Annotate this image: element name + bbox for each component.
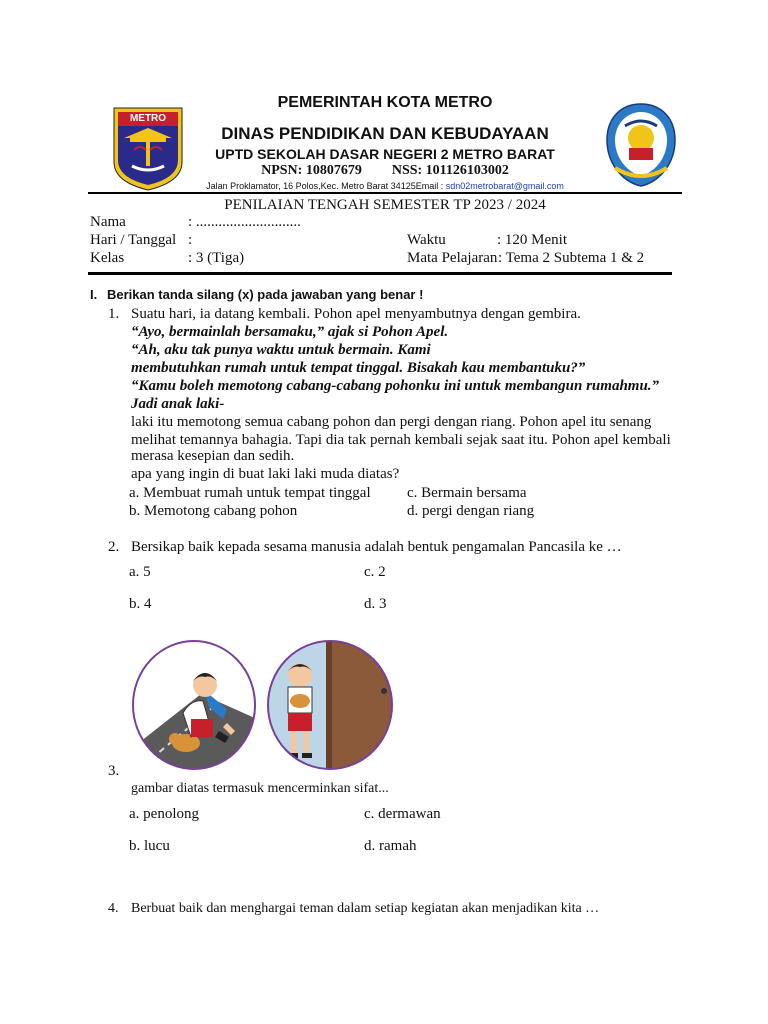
header-ids xyxy=(150,163,620,179)
q1-number: 1. xyxy=(108,306,120,322)
waktu-value: : 120 Menit xyxy=(497,232,567,248)
illustration-boy-helping-cat xyxy=(131,639,257,772)
hari-label: Hari / Tanggal xyxy=(90,232,177,248)
info-rule xyxy=(88,272,672,275)
q1-line: melihat temannya bahagia. Tapi dia tak pernah kembali sejak saat itu. Pohon apel kembali xyxy=(131,432,671,448)
kelas-value: : 3 (Tiga) xyxy=(188,250,245,266)
q1-option-d[interactable]: d. pergi dengan riang xyxy=(407,503,535,519)
q3-option-c[interactable]: c. dermawan xyxy=(364,806,441,822)
header-department: DINAS PENDIDIKAN DAN KEBUDAYAAN xyxy=(221,124,549,143)
q1-line: laki itu memotong semua cabang pohon dan pergi dengan riang. Pohon apel itu senang xyxy=(131,414,652,430)
header-school: UPTD SEKOLAH DASAR NEGERI 2 METRO BARAT xyxy=(215,146,555,162)
nama-field[interactable]: : ............................ xyxy=(188,214,301,230)
q1-line: “Kamu boleh memotong cabang-cabang pohonku ini untuk membangun rumahmu.” xyxy=(131,378,660,394)
q1-option-c[interactable]: c. Bermain bersama xyxy=(407,485,527,501)
header-government: PEMERINTAH KOTA METRO xyxy=(277,94,493,111)
q1-line: Suatu hari, ia datang kembali. Pohon apel menyambutnya dengan gembira. xyxy=(131,306,581,322)
q3-option-a[interactable]: a. penolong xyxy=(129,806,199,822)
section-number: I. xyxy=(90,287,98,302)
illustration-boy-holding-cat xyxy=(266,639,394,772)
q1-line: Jadi anak laki- xyxy=(131,396,225,412)
section-title: Berikan tanda silang (x) pada jawaban yang benar ! xyxy=(107,287,424,302)
exam-title: PENILAIAN TENGAH SEMESTER TP 2023 / 2024 xyxy=(224,197,546,213)
logo-text: METRO xyxy=(129,113,167,124)
q1-line: “Ah, aku tak punya waktu untuk bermain. Kami xyxy=(131,342,431,358)
q2-option-d[interactable]: d. 3 xyxy=(364,596,387,612)
mapel-label: Mata Pelajaran xyxy=(407,250,498,266)
q4-question: Berbuat baik dan menghargai teman dalam setiap kegiatan akan menjadikan kita … xyxy=(131,901,600,916)
kelas-label: Kelas xyxy=(90,250,125,266)
q2-option-a[interactable]: a. 5 xyxy=(129,564,151,580)
q3-option-d[interactable]: d. ramah xyxy=(364,838,417,854)
q4-number: 4. xyxy=(108,901,119,916)
header-address xyxy=(150,181,620,191)
q1-line: “Ayo, bermainlah bersamaku,” ajak si Pohon Apel. xyxy=(131,324,449,340)
hari-field[interactable]: : xyxy=(188,232,193,248)
header-rule xyxy=(88,192,682,194)
q1-line: membutuhkan rumah untuk tempat tinggal. Bisakah kau membantuku?” xyxy=(131,360,586,376)
mapel-value: : Tema 2 Subtema 1 & 2 xyxy=(498,250,645,266)
q1-line: merasa kesepian dan sedih. xyxy=(131,448,295,464)
q3-option-b[interactable]: b. lucu xyxy=(129,838,170,854)
q2-question: Bersikap baik kepada sesama manusia adalah bentuk pengamalan Pancasila ke … xyxy=(131,539,622,555)
nss: NSS: 101126103002 xyxy=(391,163,509,178)
q2-option-c[interactable]: c. 2 xyxy=(364,564,386,580)
email-link[interactable]: sdn02metrobarat@gmail.com xyxy=(445,181,564,191)
waktu-label: Waktu xyxy=(407,232,446,248)
q1-option-b[interactable]: b. Memotong cabang pohon xyxy=(129,503,298,519)
q1-option-a[interactable]: a. Membuat rumah untuk tempat tinggal xyxy=(129,485,371,501)
address-text: Jalan Proklamator, 16 Polos,Kec. Metro Barat 34125Email : xyxy=(206,181,446,191)
q3-number: 3. xyxy=(108,763,120,779)
q2-number: 2. xyxy=(108,539,120,555)
q3-question: gambar diatas termasuk mencerminkan sifat... xyxy=(131,781,389,796)
npsn: NPSN: 10807679 xyxy=(261,163,362,178)
q2-option-b[interactable]: b. 4 xyxy=(129,596,152,612)
nama-label: Nama xyxy=(90,214,126,230)
q1-question: apa yang ingin di buat laki laki muda diatas? xyxy=(131,466,400,482)
